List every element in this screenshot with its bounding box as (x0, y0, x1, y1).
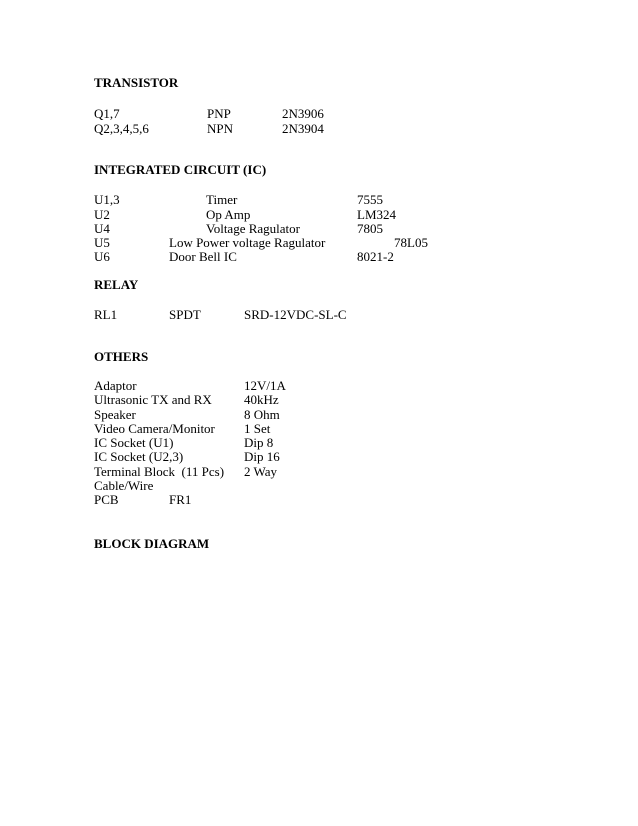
ic-part: LM324 (357, 207, 396, 222)
transistor-part: 2N3904 (282, 121, 324, 136)
ic-ref: U1,3 (94, 192, 120, 207)
others-item: Terminal Block (11 Pcs) (94, 464, 225, 479)
relay-heading: RELAY (94, 277, 139, 292)
others-heading: OTHERS (94, 349, 149, 364)
ic-desc: Op Amp (206, 207, 251, 222)
ic-desc: Voltage Ragulator (206, 221, 300, 236)
ic-desc: Door Bell IC (169, 249, 237, 264)
others-value: Dip 16 (244, 449, 280, 464)
relay-part: SRD-12VDC-SL-C (244, 307, 347, 322)
transistor-part: 2N3906 (282, 106, 324, 121)
ic-ref: U5 (94, 235, 110, 250)
others-value: FR1 (169, 492, 192, 507)
ic-part: 7805 (357, 221, 383, 236)
others-item: Adaptor (94, 378, 137, 393)
transistor-type: PNP (207, 106, 231, 121)
others-value: 12V/1A (244, 378, 286, 393)
relay-type: SPDT (169, 307, 201, 322)
ic-ref: U6 (94, 249, 110, 264)
others-value: 2 Way (244, 464, 278, 479)
others-item: IC Socket (U1) (94, 435, 174, 450)
others-value: 1 Set (244, 421, 271, 436)
others-item: PCB (94, 492, 119, 507)
transistor-ref: Q2,3,4,5,6 (94, 121, 149, 136)
others-item: IC Socket (U2,3) (94, 449, 184, 464)
ic-part: 7555 (357, 192, 383, 207)
ic-desc: Timer (206, 192, 238, 207)
others-item: Cable/Wire (94, 478, 154, 493)
transistor-ref: Q1,7 (94, 106, 120, 121)
ic-desc: Low Power voltage Ragulator (169, 235, 326, 250)
block-diagram-heading: BLOCK DIAGRAM (94, 536, 210, 551)
ic-heading: INTEGRATED CIRCUIT (IC) (94, 162, 267, 177)
others-value: 8 Ohm (244, 407, 280, 422)
relay-ref: RL1 (94, 307, 118, 322)
others-value: 40kHz (244, 392, 279, 407)
others-value: Dip 8 (244, 435, 274, 450)
others-item: Speaker (94, 407, 136, 422)
others-item: Ultrasonic TX and RX (94, 392, 212, 407)
others-item: Video Camera/Monitor (94, 421, 215, 436)
ic-ref: U2 (94, 207, 110, 222)
ic-part: 78L05 (394, 235, 428, 250)
ic-part: 8021-2 (357, 249, 394, 264)
ic-ref: U4 (94, 221, 110, 236)
transistor-type: NPN (207, 121, 234, 136)
transistor-heading: TRANSISTOR (94, 75, 179, 90)
